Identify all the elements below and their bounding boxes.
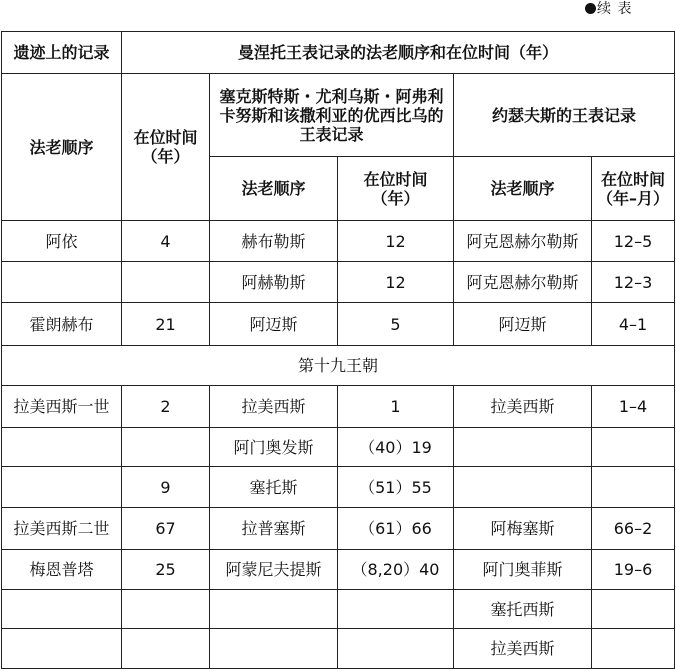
cell-africanus-pharaoh: 阿迈斯 xyxy=(210,303,338,346)
table-row xyxy=(2,467,675,508)
table-row xyxy=(2,629,675,669)
cell-josephus-reign: 19–6 xyxy=(592,550,675,590)
cell-josephus-reign: 4–1 xyxy=(592,303,675,346)
dynasty-heading: 第十九王朝 xyxy=(2,346,675,386)
cell-monument-reign xyxy=(122,428,210,467)
table-row xyxy=(2,428,675,467)
header-reign-years: 在位时间（年） xyxy=(122,74,210,221)
cell-africanus-reign: 1 xyxy=(338,386,454,428)
continued-text: 续 表 xyxy=(597,1,633,17)
cell-africanus-pharaoh: 拉普塞斯 xyxy=(210,508,338,550)
cell-josephus-pharaoh: 拉美西斯 xyxy=(454,386,592,428)
header-row-1 xyxy=(2,32,675,74)
cell-josephus-pharaoh xyxy=(454,428,592,467)
cell-josephus-reign: 1–4 xyxy=(592,386,675,428)
table-row xyxy=(2,508,675,550)
cell-africanus-pharaoh xyxy=(210,590,338,629)
table-row xyxy=(2,221,675,262)
cell-josephus-pharaoh xyxy=(454,467,592,508)
cell-africanus-reign: （8,20）40 xyxy=(338,550,454,590)
cell-monument: 梅恩普塔 xyxy=(2,550,122,590)
cell-monument xyxy=(2,262,122,303)
cell-africanus-pharaoh xyxy=(210,629,338,669)
cell-monument-reign: 9 xyxy=(122,467,210,508)
cell-josephus-reign: 12–3 xyxy=(592,262,675,303)
cell-africanus-pharaoh: 阿门奥发斯 xyxy=(210,428,338,467)
cell-monument: 拉美西斯一世 xyxy=(2,386,122,428)
cell-monument xyxy=(2,467,122,508)
header-pharaoh-order: 法老顺序 xyxy=(2,74,122,221)
cell-josephus-pharaoh: 阿门奥菲斯 xyxy=(454,550,592,590)
cell-josephus-pharaoh: 塞托西斯 xyxy=(454,590,592,629)
cell-africanus-reign xyxy=(338,629,454,669)
cell-josephus-reign: 66–2 xyxy=(592,508,675,550)
cell-africanus-pharaoh: 赫布勒斯 xyxy=(210,221,338,262)
header-sextus-eusebius: 塞克斯特斯・尤利乌斯・阿弗利卡努斯和该撒利亚的优西比乌的王表记录 xyxy=(210,74,454,157)
cell-monument xyxy=(2,629,122,669)
dynasty-row xyxy=(2,346,675,386)
header-row-2 xyxy=(2,74,675,157)
cell-monument-reign: 4 xyxy=(122,221,210,262)
cell-monument-reign xyxy=(122,262,210,303)
cell-josephus-reign xyxy=(592,590,675,629)
subheader-order-2: 法老顺序 xyxy=(454,157,592,221)
table-row xyxy=(2,262,675,303)
cell-africanus-reign: （51）55 xyxy=(338,467,454,508)
subheader-reign-1: 在位时间（年） xyxy=(338,157,454,221)
cell-monument: 阿依 xyxy=(2,221,122,262)
cell-monument-reign: 67 xyxy=(122,508,210,550)
cell-africanus-reign xyxy=(338,590,454,629)
cell-monument-reign: 25 xyxy=(122,550,210,590)
continued-label xyxy=(585,0,632,20)
cell-africanus-reign: （61）66 xyxy=(338,508,454,550)
cell-africanus-pharaoh: 阿蒙尼夫提斯 xyxy=(210,550,338,590)
cell-josephus-pharaoh: 阿梅塞斯 xyxy=(454,508,592,550)
cell-africanus-reign: 5 xyxy=(338,303,454,346)
header-josephus: 约瑟夫斯的王表记录 xyxy=(454,74,675,157)
cell-africanus-reign: （40）19 xyxy=(338,428,454,467)
pharaoh-records-table xyxy=(1,31,675,669)
header-manetho: 曼涅托王表记录的法老顺序和在位时间（年） xyxy=(122,32,675,74)
cell-josephus-pharaoh: 阿迈斯 xyxy=(454,303,592,346)
cell-africanus-pharaoh: 阿赫勒斯 xyxy=(210,262,338,303)
cell-josephus-reign xyxy=(592,428,675,467)
table-row xyxy=(2,386,675,428)
cell-monument xyxy=(2,428,122,467)
bullet-icon xyxy=(585,3,596,14)
cell-josephus-pharaoh: 阿克恩赫尔勒斯 xyxy=(454,221,592,262)
cell-josephus-reign xyxy=(592,629,675,669)
cell-monument-reign xyxy=(122,629,210,669)
cell-monument: 霍朗赫布 xyxy=(2,303,122,346)
cell-africanus-pharaoh: 拉美西斯 xyxy=(210,386,338,428)
header-monuments: 遗迹上的记录 xyxy=(2,32,122,74)
cell-monument-reign: 21 xyxy=(122,303,210,346)
cell-monument: 拉美西斯二世 xyxy=(2,508,122,550)
table-row xyxy=(2,303,675,346)
cell-monument-reign: 2 xyxy=(122,386,210,428)
subheader-order-1: 法老顺序 xyxy=(210,157,338,221)
cell-monument xyxy=(2,590,122,629)
subheader-reign-2: 在位时间（年–月） xyxy=(592,157,675,221)
cell-monument-reign xyxy=(122,590,210,629)
cell-josephus-pharaoh: 拉美西斯 xyxy=(454,629,592,669)
table-row xyxy=(2,550,675,590)
cell-josephus-reign: 12–5 xyxy=(592,221,675,262)
cell-josephus-pharaoh: 阿克恩赫尔勒斯 xyxy=(454,262,592,303)
cell-africanus-reign: 12 xyxy=(338,221,454,262)
table-row xyxy=(2,590,675,629)
cell-africanus-pharaoh: 塞托斯 xyxy=(210,467,338,508)
cell-josephus-reign xyxy=(592,467,675,508)
cell-africanus-reign: 12 xyxy=(338,262,454,303)
